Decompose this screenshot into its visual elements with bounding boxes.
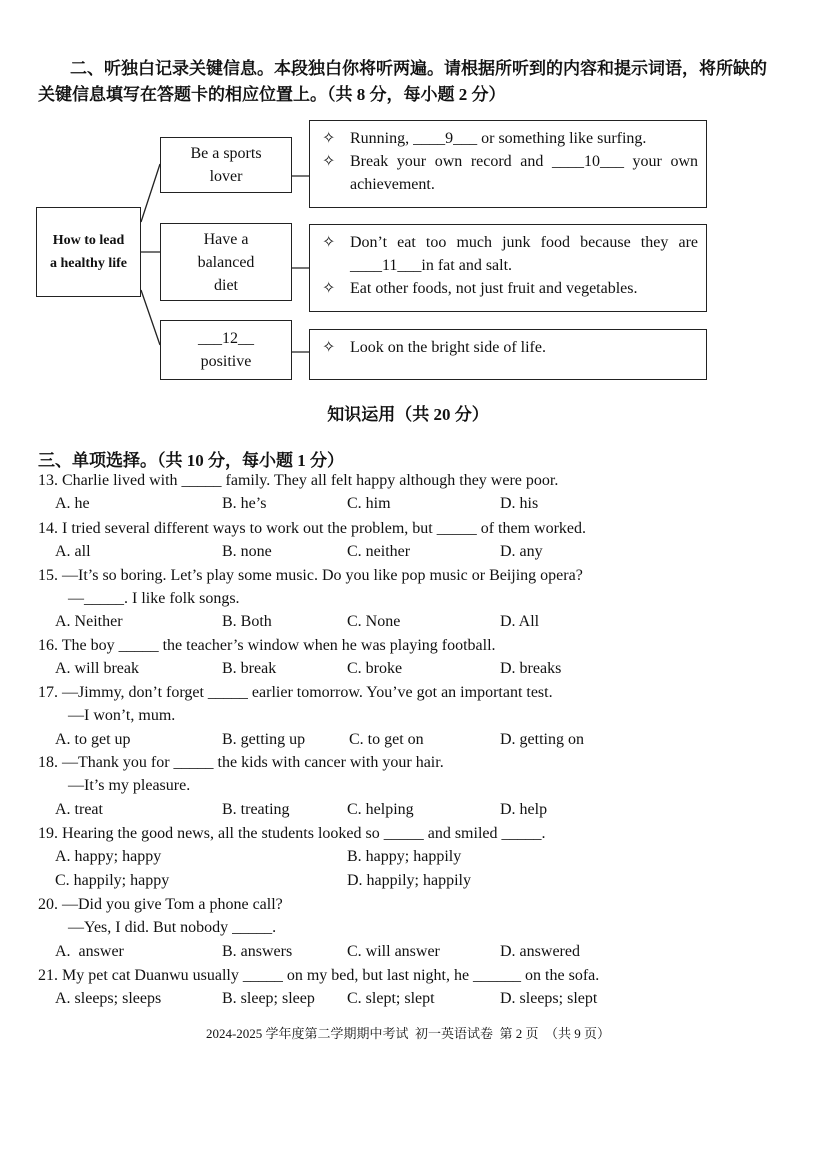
- question-18-reply: —It’s my pleasure.: [68, 777, 191, 794]
- detail-item: ✧ Break your own record and ____10___ your own achievement.: [322, 150, 698, 196]
- branch-sports-lover: Be a sports lover: [160, 137, 292, 193]
- q17-option-d: D. getting on: [500, 731, 584, 748]
- q18-option-b: B. treating: [222, 801, 290, 818]
- star-bullet-icon: ✧: [322, 153, 336, 170]
- q14-option-d: D. any: [500, 543, 543, 560]
- connector-hub-branch3: [141, 290, 160, 345]
- q16-option-c: C. broke: [347, 660, 403, 677]
- q13-option-a: A. he: [55, 495, 90, 512]
- q15-option-a: A. Neither: [55, 613, 123, 630]
- q20-option-a: A. answer: [55, 943, 124, 960]
- q16-option-d: D. breaks: [500, 660, 562, 677]
- branch-positive-label: positive: [200, 353, 252, 370]
- q18-option-c: C. helping: [347, 801, 414, 818]
- question-16-stem: 16. The boy _____ the teacher’s window when he was playing football.: [38, 637, 496, 654]
- detail-item: ✧ Eat other foods, not just fruit and vegetables.: [322, 277, 698, 300]
- q13-option-c: C. him: [347, 495, 391, 512]
- diagram-hub: How to lead a healthy life: [36, 207, 141, 297]
- q15-option-c: C. None: [347, 613, 401, 630]
- connector-hub-branch1: [141, 164, 160, 222]
- question-20-reply: —Yes, I did. But nobody _____.: [68, 919, 277, 936]
- q14-option-b: B. none: [222, 543, 272, 560]
- q21-option-b: B. sleep; sleep: [222, 990, 315, 1007]
- detail-box-sports: [309, 120, 707, 208]
- question-21-stem: 21. My pet cat Duanwu usually _____ on my bed, but last night, he ______ on the sofa.: [38, 967, 600, 984]
- q16-option-a: A. will break: [55, 660, 139, 677]
- q20-option-c: C. will answer: [347, 943, 440, 960]
- question-13-stem: 13. Charlie lived with _____ family. They all felt happy although they were poor.: [38, 472, 559, 489]
- star-bullet-icon: ✧: [322, 280, 336, 297]
- q17-option-a: A. to get up: [55, 731, 131, 748]
- q15-option-b: B. Both: [222, 613, 272, 630]
- detail-box-diet: [309, 224, 707, 312]
- page-footer: 2024-2025 学年度第二学期期中考试 初一英语试卷 第 2 页 （共 9 页）: [205, 1026, 611, 1041]
- q17-option-c: C. to get on: [349, 731, 424, 748]
- question-14-stem: 14. I tried several different ways to work out the problem, but _____ of them worked.: [38, 520, 587, 537]
- blank-12: ___12__: [198, 330, 254, 347]
- q21-option-c: C. slept; slept: [347, 990, 435, 1007]
- star-bullet-icon: ✧: [322, 234, 336, 251]
- branch-positive: [160, 320, 292, 380]
- question-18-stem: 18. —Thank you for _____ the kids with cancer with your hair.: [38, 754, 444, 771]
- q19-option-b: B. happy; happily: [347, 848, 462, 865]
- q19-option-c: C. happily; happy: [55, 872, 170, 889]
- q14-option-c: C. neither: [347, 543, 411, 560]
- q16-option-b: B. break: [222, 660, 277, 677]
- q13-option-d: D. his: [500, 495, 539, 512]
- detail-box-positive: [309, 329, 707, 380]
- q19-option-d: D. happily; happily: [347, 872, 471, 889]
- section3-heading: 三、单项选择。（共 10 分，每小题 1 分）: [38, 451, 344, 470]
- q17-option-b: B. getting up: [222, 731, 306, 748]
- detail-item: ✧ Running, ____9___ or something like surfing.: [322, 127, 698, 150]
- q15-option-d: D. All: [500, 613, 540, 630]
- question-17-reply: —I won’t, mum.: [68, 707, 176, 724]
- question-19-stem: 19. Hearing the good news, all the students looked so _____ and smiled _____.: [38, 825, 546, 842]
- section2-heading: 二、听独白记录关键信息。本段独白你将听两遍。请根据所听到的内容和提示词语，将所缺的关键信息填写在答题卡的相应位置上。（共 8 分，每小题 2 分）: [38, 59, 767, 104]
- question-17-stem: 17. —Jimmy, don’t forget _____ earlier tomorrow. You’ve got an important test.: [38, 684, 553, 701]
- q20-option-b: B. answers: [222, 943, 293, 960]
- q20-option-d: D. answered: [500, 943, 580, 960]
- q21-option-a: A. sleeps; sleeps: [55, 990, 162, 1007]
- q21-option-d: D. sleeps; slept: [500, 990, 598, 1007]
- star-bullet-icon: ✧: [322, 130, 336, 147]
- branch-balanced-diet: Have a balanced diet: [160, 223, 292, 301]
- q19-option-a: A. happy; happy: [55, 848, 162, 865]
- section-title: 知识运用（共 20 分）: [327, 405, 489, 424]
- question-15-stem: 15. —It’s so boring. Let’s play some music. Do you like pop music or Beijing opera?: [38, 567, 583, 584]
- question-20-stem: 20. —Did you give Tom a phone call?: [38, 896, 283, 913]
- q18-option-d: D. help: [500, 801, 548, 818]
- q13-option-b: B. he’s: [222, 495, 267, 512]
- question-15-reply: —_____. I like folk songs.: [68, 590, 240, 607]
- detail-item: ✧ Don’t eat too much junk food because they are ____11___in fat and salt.: [322, 231, 698, 277]
- q14-option-a: A. all: [55, 543, 91, 560]
- q18-option-a: A. treat: [55, 801, 103, 818]
- star-bullet-icon: ✧: [322, 339, 336, 356]
- detail-item: ✧ Look on the bright side of life.: [322, 336, 698, 359]
